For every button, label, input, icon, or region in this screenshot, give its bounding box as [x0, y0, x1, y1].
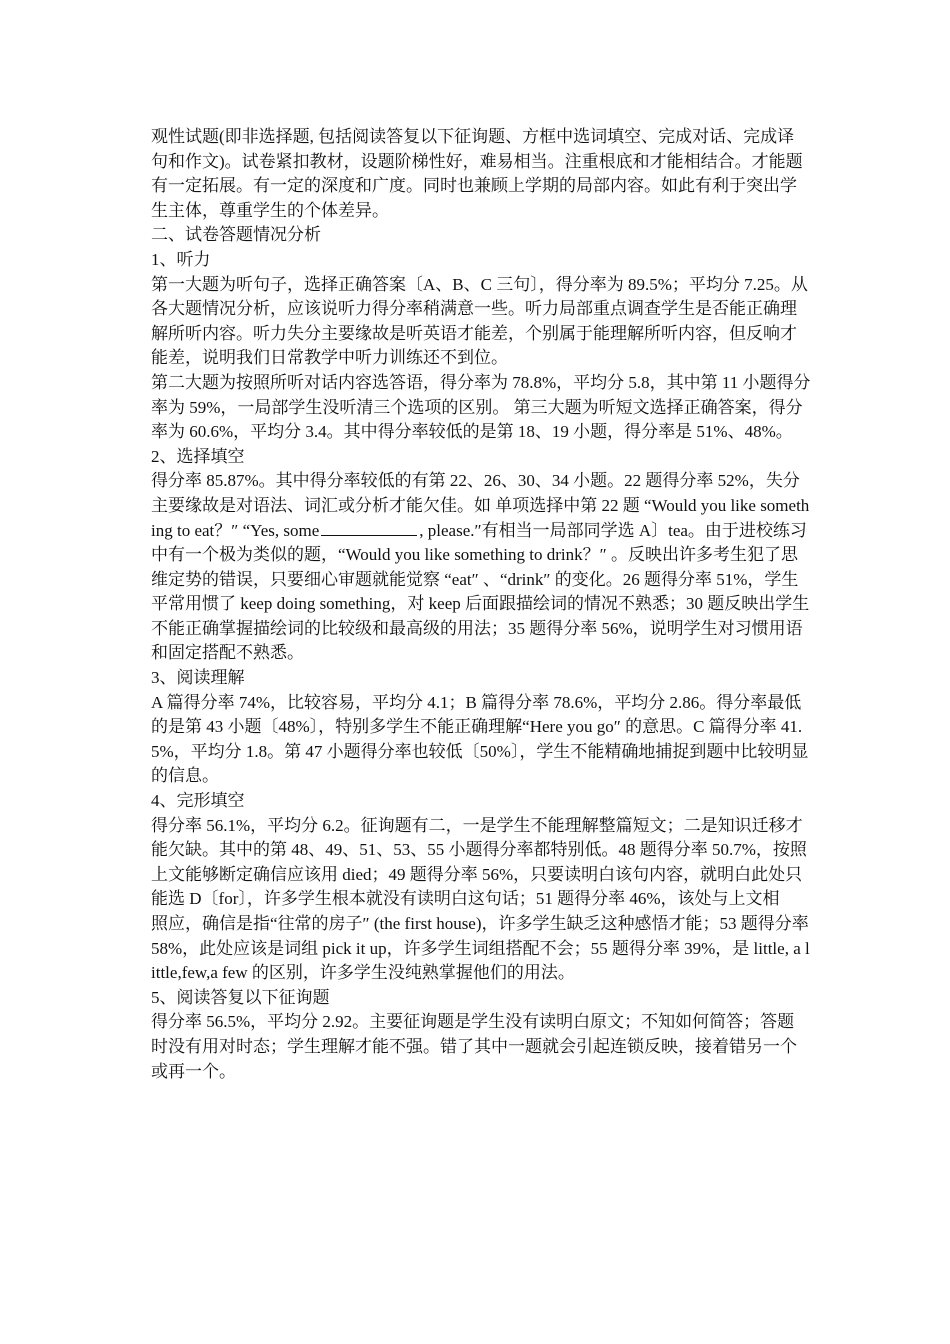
subheading-reading: 3、阅读理解: [151, 668, 245, 688]
multiple-choice-text-part2: , please.″有相当一局部同学选 A〕tea。由于进校练习中有一个极为类似的题，“Would you like something to drink？″ 。反映出许多考生犯了思维定势的错误，只要细心审题就能觉察 “eat″ 、“drink″ 的变化。26 题得分率 51%，学生平常用惯了 keep doing something，对 keep 后面跟描绘词的情况不熟悉；30 题反映出学生不能正确掌握描绘词的比较级和最高级的用法；35 题得分率 56%，说明学生对习惯用语和固定搭配不熟悉。: [151, 520, 810, 663]
fill-in-blank-line: [321, 521, 417, 536]
document-page: [151, 125, 811, 1084]
cloze-paragraph-2: 照应，确信是指“往常的房子″ (the first house)，许多学生缺乏这种感悟才能；53 题得分率 58%，此处应该是词组 pick it up，许多学生词组搭配不会；55 题得分率 39%，是 little, a little,few,a few 的区别，许多学生没纯熟掌握他们的用法。: [151, 914, 810, 983]
subheading-cloze: 4、完形填空: [151, 791, 245, 811]
section-heading-analysis: 二、试卷答题情况分析: [151, 225, 321, 245]
listening-paragraph-2: 第二大题为按照所听对话内容选答语，得分率为 78.8%，平均分 5.8，其中第 11 小题得分率为 59%，一局部学生没听清三个选项的区别。 第三大题为听短文选择正确答案，得分率为 60.6%，平均分 3.4。其中得分率较低的是第 18、19 小题，得分率是 51%、48%。: [151, 372, 811, 442]
reading-paragraph: A 篇得分率 74%，比较容易，平均分 4.1；B 篇得分率 78.6%，平均分 2.86。得分率最低的是第 43 小题〔48%〕，特别多学生不能正确理解“Here you go″ 的意思。C 篇得分率 41.5%，平均分 1.8。第 47 小题得分率也较低〔50%〕，学生不能精确地捕捉到题中比较明显的信息。: [151, 692, 809, 786]
subheading-reading-questions: 5、阅读答复以下征询题: [151, 987, 330, 1007]
cloze-paragraph-1: 得分率 56.1%，平均分 6.2。征询题有二，一是学生不能理解整篇短文；二是知识迁移才能欠缺。其中的第 48、49、51、53、55 小题得分率都特别低。48 题得分率 50.7%，按照上文能够断定确信应该用 died；49 题得分率 56%，只要读明白该句内容，就明白此处只能选 D〔for〕，许多学生根本就没有读明白这句话；51 题得分率 46%，该处与上文相: [151, 815, 807, 909]
multiple-choice-text-part1: 得分率 85.87%。其中得分率较低的有第 22、26、30、34 小题。22 题得分率 52%，失分主要缘故是对语法、词汇或分析才能欠佳。如 单项选择中第 22 题 “Would you like something to eat？″ “Yes, some: [151, 471, 810, 540]
subheading-listening: 1、听力: [151, 249, 211, 269]
intro-paragraph: 观性试题(即非选择题, 包括阅读答复以下征询题、方框中选词填空、完成对话、完成译句和作文)。试卷紧扣教材，设题阶梯性好，难易相当。注重根底和才能相结合。才能题有一定拓展。有一定的深度和广度。同时也兼顾上学期的局部内容。如此有利于突出学生主体，尊重学生的个体差异。: [151, 127, 803, 220]
multiple-choice-paragraph: [151, 469, 811, 666]
listening-paragraph-1: 第一大题为听句子，选择正确答案〔A、B、C 三句〕，得分率为 89.5%；平均分 7.25。从各大题情况分析，应该说听力得分率稍满意一些。听力局部重点调查学生是否能正确理解所听内容。听力失分主要缘故是听英语才能差，个别属于能理解所听内容，但反响才能差，说明我们日常教学中听力训练还不到位。: [151, 274, 808, 368]
subheading-multiple-choice: 2、选择填空: [151, 446, 245, 466]
reading-questions-paragraph: 得分率 56.5%，平均分 2.92。主要征询题是学生没有读明白原文；不知如何简答；答题时没有用对时态；学生理解才能不强。错了其中一题就会引起连锁反映，接着错另一个或再一个。: [151, 1012, 797, 1081]
